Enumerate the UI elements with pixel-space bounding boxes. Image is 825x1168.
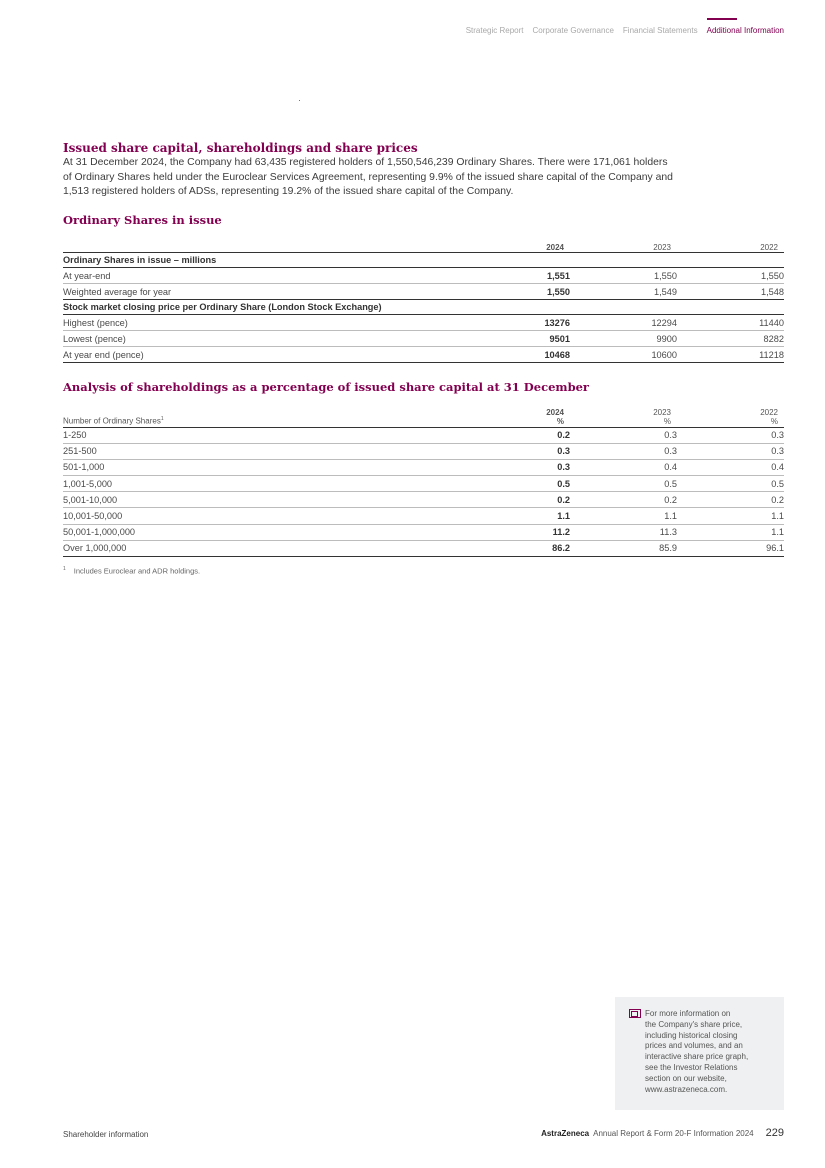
- row-label: Highest (pence): [63, 315, 463, 331]
- website-link[interactable]: www.astrazeneca.com.: [645, 1084, 728, 1094]
- unit-label: %: [556, 417, 564, 426]
- group-label: Ordinary Shares in issue – millions: [63, 253, 784, 268]
- value-2023: 0.4: [570, 459, 677, 475]
- row-label: Weighted average for year: [63, 284, 463, 300]
- table-row: [63, 331, 784, 347]
- nav-strategic-report[interactable]: Strategic Report: [465, 26, 524, 35]
- info-text: [645, 1009, 774, 1095]
- value-2024: 86.2: [463, 540, 570, 556]
- footnote-text: Includes Euroclear and ADR holdings.: [73, 566, 201, 576]
- row-label: At year-end: [63, 268, 463, 284]
- footer-section-name: Shareholder information: [63, 1130, 149, 1139]
- value-2024: 10468: [463, 347, 570, 363]
- value-2023: 9900: [570, 331, 677, 347]
- value-2022: 8282: [677, 331, 784, 347]
- column-label-text: Number of Ordinary Shares: [63, 417, 161, 426]
- section-title: Issued share capital, shareholdings and share prices: [63, 141, 418, 155]
- table-row: [63, 508, 784, 524]
- header-year-2022: [677, 406, 784, 427]
- value-2022: 1,550: [677, 268, 784, 284]
- info-line: including historical closing: [645, 1030, 738, 1040]
- intro-line: At 31 December 2024, the Company had 63,435 registered holders of 1,550,546,239 Ordinary Shares. There were 171,061 holders: [63, 157, 668, 168]
- value-2023: 0.3: [570, 443, 677, 459]
- value-2023: 1,550: [570, 268, 677, 284]
- value-2023: 0.2: [570, 492, 677, 508]
- shares-in-issue-title: Ordinary Shares in issue: [63, 212, 222, 227]
- value-2024: 13276: [463, 315, 570, 331]
- table-row: [63, 476, 784, 492]
- value-2022: 0.5: [677, 476, 784, 492]
- intro-paragraph: [63, 156, 784, 200]
- table-row: [63, 524, 784, 540]
- page-number: 229: [765, 1127, 784, 1139]
- main-content: [63, 141, 784, 576]
- value-2024: 1,550: [463, 284, 570, 300]
- value-2022: 0.3: [677, 427, 784, 443]
- column-label: [63, 406, 463, 427]
- info-box: [615, 997, 784, 1110]
- value-2023: 11.3: [570, 524, 677, 540]
- value-2023: 10600: [570, 347, 677, 363]
- table-row: [63, 443, 784, 459]
- row-label: 501-1,000: [63, 459, 463, 475]
- stray-dot: [299, 100, 300, 101]
- value-2024: 0.3: [463, 443, 570, 459]
- table-row: [63, 347, 784, 363]
- value-2022: 96.1: [677, 540, 784, 556]
- value-2023: 0.5: [570, 476, 677, 492]
- shares-in-issue-table: [63, 240, 784, 364]
- row-label: 1,001-5,000: [63, 476, 463, 492]
- value-2024: 11.2: [463, 524, 570, 540]
- value-2022: 11440: [677, 315, 784, 331]
- value-2024: 1.1: [463, 508, 570, 524]
- row-label: At year end (pence): [63, 347, 463, 363]
- table-header-row: [63, 406, 784, 427]
- shareholdings-title: Analysis of shareholdings as a percentage of issued share capital at 31 December: [63, 380, 589, 394]
- year-label: 2024: [546, 407, 564, 417]
- table-row: [63, 540, 784, 556]
- row-label: 50,001-1,000,000: [63, 524, 463, 540]
- intro-line: 1,513 registered holders of ADSs, representing 19.2% of the issued share capital of the Company.: [63, 186, 514, 197]
- value-2023: 1.1: [570, 508, 677, 524]
- table-row: [63, 427, 784, 443]
- value-2022: 0.3: [677, 443, 784, 459]
- footnote-ref: 1: [160, 416, 164, 423]
- header-year-2022: 2022: [677, 240, 784, 253]
- footer-brand: AstraZeneca: [541, 1129, 590, 1138]
- value-2022: 0.2: [677, 492, 784, 508]
- row-label: 251-500: [63, 443, 463, 459]
- value-2023: 12294: [570, 315, 677, 331]
- year-label: 2023: [653, 407, 671, 417]
- screen-icon: [629, 1009, 641, 1018]
- info-line: the Company's share price,: [645, 1019, 743, 1029]
- value-2024: 9501: [463, 331, 570, 347]
- intro-line: of Ordinary Shares held under the Euroclear Services Agreement, representing 9.9% of the issued share capital of the Company and: [63, 171, 673, 183]
- info-line: For more information on: [645, 1009, 731, 1018]
- nav-additional-information[interactable]: Additional Information: [706, 26, 784, 35]
- value-2024: 0.3: [463, 459, 570, 475]
- group-header-row: [63, 253, 784, 268]
- header-year-2023: [570, 406, 677, 427]
- header-year-2024: 2024: [463, 240, 570, 253]
- row-label: 10,001-50,000: [63, 508, 463, 524]
- value-2022: 11218: [677, 347, 784, 363]
- footer-report-info: [541, 1127, 784, 1139]
- row-label: 5,001-10,000: [63, 492, 463, 508]
- value-2023: 85.9: [570, 540, 677, 556]
- nav-corporate-governance[interactable]: Corporate Governance: [532, 26, 614, 35]
- group-label: Stock market closing price per Ordinary Share (London Stock Exchange): [63, 300, 784, 315]
- row-label: Lowest (pence): [63, 331, 463, 347]
- group-header-row: [63, 300, 784, 315]
- footnote-marker: 1: [63, 566, 66, 572]
- header-year-2023: 2023: [570, 240, 677, 253]
- value-2022: 1.1: [677, 508, 784, 524]
- footer-report-title: Annual Report & Form 20-F Information 2024: [593, 1129, 754, 1138]
- unit-label: %: [663, 417, 671, 426]
- value-2022: 1.1: [677, 524, 784, 540]
- value-2022: 1,548: [677, 284, 784, 300]
- header-blank: [63, 240, 463, 253]
- value-2023: 0.3: [570, 427, 677, 443]
- value-2023: 1,549: [570, 284, 677, 300]
- table-row: [63, 459, 784, 475]
- table-row: [63, 315, 784, 331]
- value-2022: 0.4: [677, 459, 784, 475]
- table-row: [63, 268, 784, 284]
- year-label: 2022: [760, 407, 778, 417]
- unit-label: %: [770, 417, 778, 426]
- table-header-row: [63, 240, 784, 253]
- info-line: section on our website,: [645, 1073, 727, 1083]
- value-2024: 0.2: [463, 427, 570, 443]
- value-2024: 0.5: [463, 476, 570, 492]
- table-row: [63, 284, 784, 300]
- info-line: interactive share price graph,: [645, 1052, 749, 1062]
- shareholdings-table: [63, 406, 784, 557]
- info-line: see the Investor Relations: [645, 1062, 738, 1072]
- value-2024: 1,551: [463, 268, 570, 284]
- value-2024: 0.2: [463, 492, 570, 508]
- footnote: [63, 566, 784, 576]
- row-label: Over 1,000,000: [63, 540, 463, 556]
- row-label: 1-250: [63, 427, 463, 443]
- nav-financial-statements[interactable]: Financial Statements: [622, 26, 698, 35]
- table-row: [63, 492, 784, 508]
- header-year-2024: [463, 406, 570, 427]
- top-navigation: [466, 26, 784, 35]
- info-line: prices and volumes, and an: [645, 1041, 743, 1051]
